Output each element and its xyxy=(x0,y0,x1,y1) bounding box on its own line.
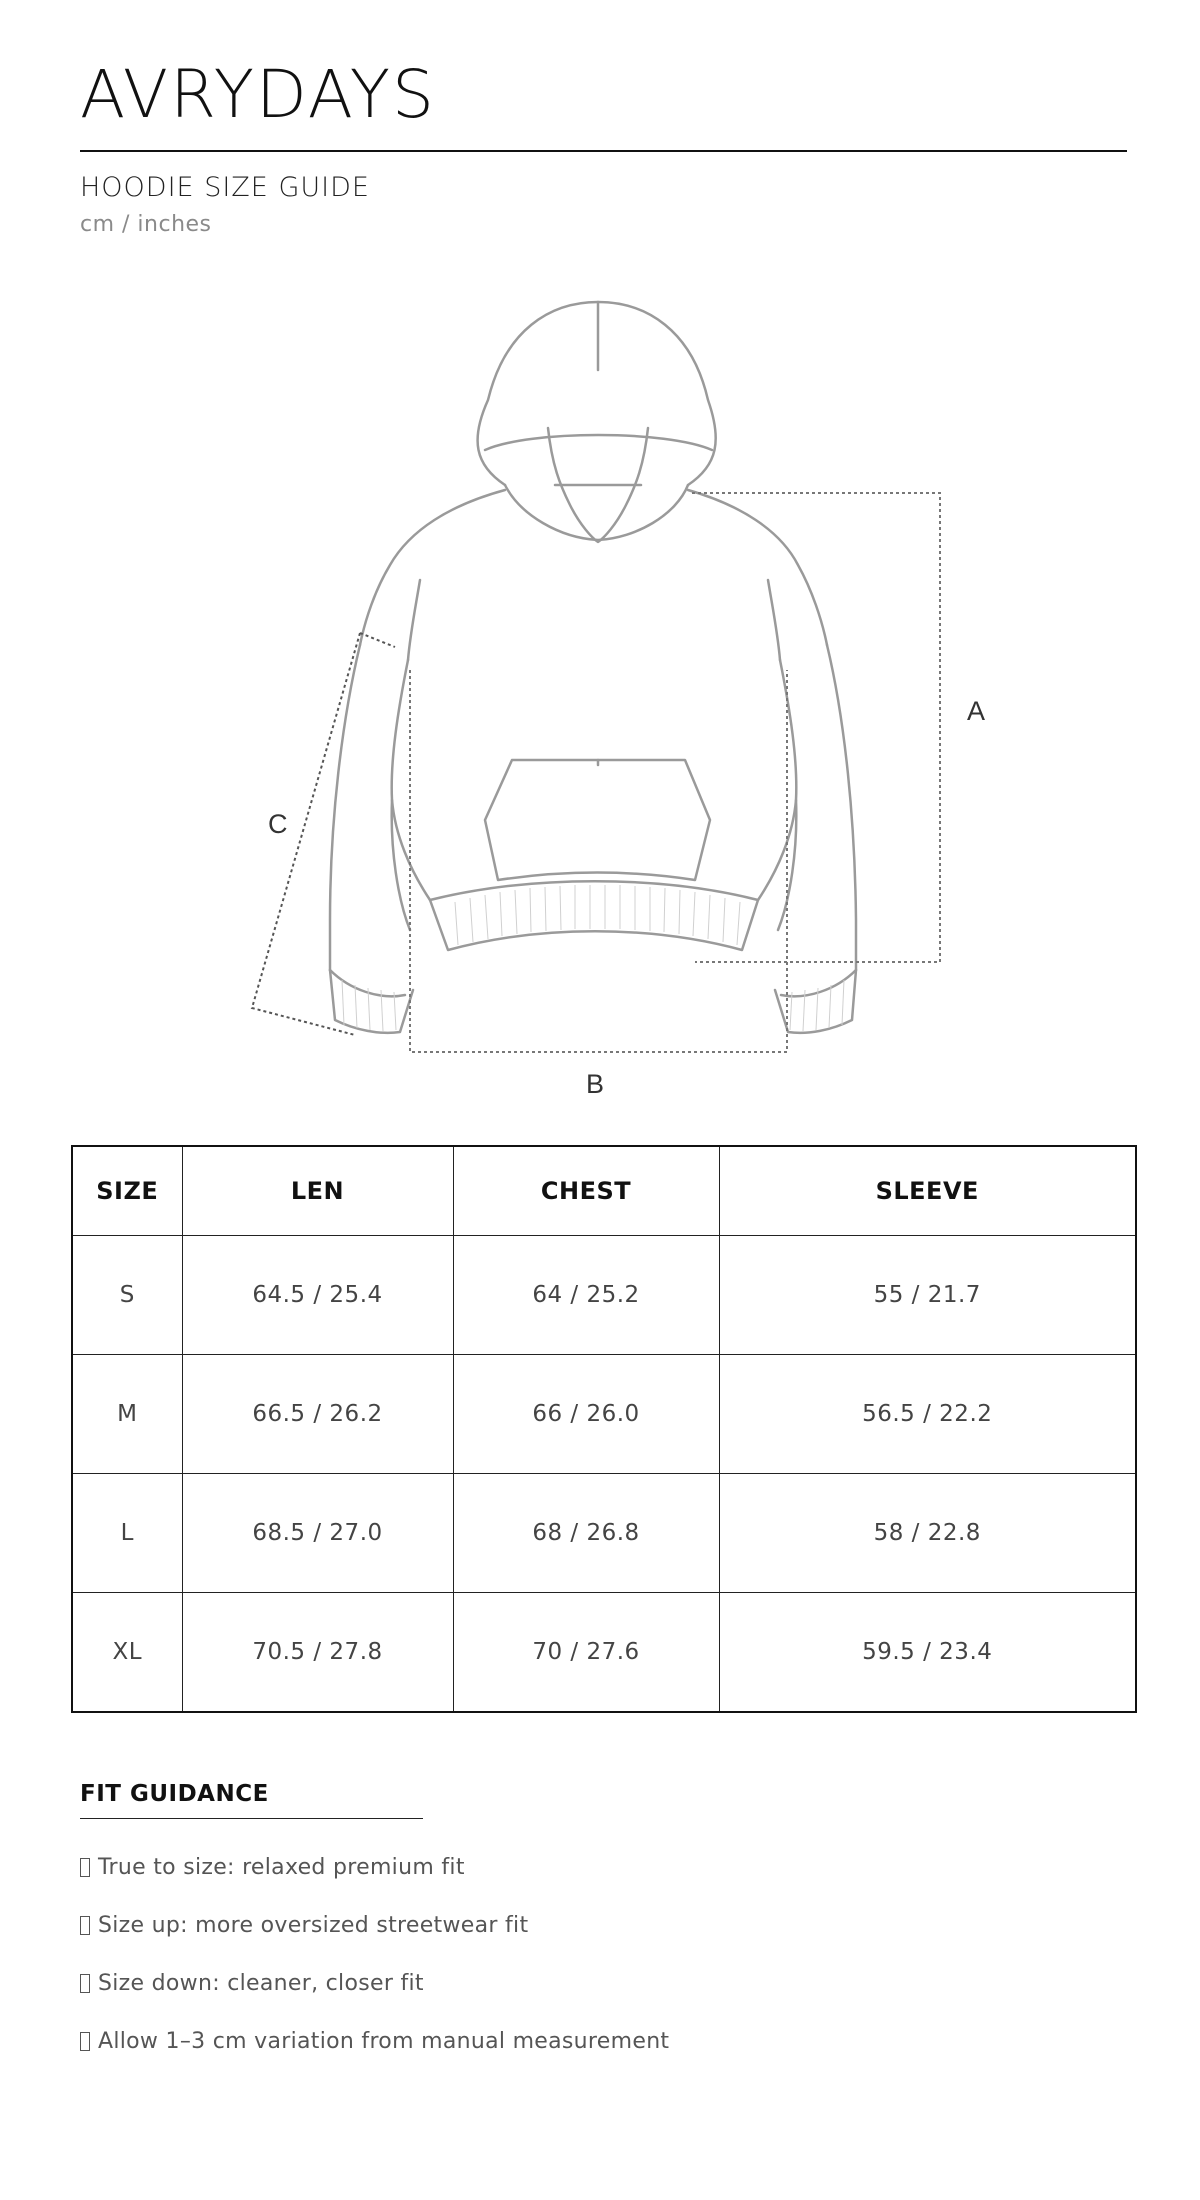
cell-size: XL xyxy=(72,1593,182,1713)
cell-length: 66.5 / 26.2 xyxy=(182,1355,453,1474)
checkbox-bullet-icon xyxy=(80,1858,90,1877)
cell-sleeve: 59.5 / 23.4 xyxy=(719,1593,1136,1713)
size-table xyxy=(71,1145,1137,1713)
fit-guidance-divider xyxy=(80,1818,423,1819)
table-row xyxy=(72,1474,1136,1593)
cell-sleeve: 56.5 / 22.2 xyxy=(719,1355,1136,1474)
cell-size: S xyxy=(72,1236,182,1355)
fit-item-text: Allow 1–3 cm variation from manual measurement xyxy=(98,2029,670,2054)
hoodie-sketch-icon xyxy=(330,302,856,1033)
fit-item-text: Size down: cleaner, closer fit xyxy=(98,1971,424,1996)
fit-item-text: Size up: more oversized streetwear fit xyxy=(98,1913,529,1938)
fit-item-text: True to size: relaxed premium fit xyxy=(98,1855,465,1880)
cell-length: 70.5 / 27.8 xyxy=(182,1593,453,1713)
page-title: HOODIE SIZE GUIDE xyxy=(80,172,370,203)
list-item xyxy=(80,1855,669,1913)
header-divider xyxy=(80,150,1127,152)
hoodie-diagram xyxy=(230,290,990,1110)
table-row xyxy=(72,1355,1136,1474)
list-item xyxy=(80,1971,669,2029)
list-item xyxy=(80,2029,669,2087)
label-b: B xyxy=(586,1069,605,1099)
checkbox-bullet-icon xyxy=(80,1916,90,1935)
header-chest: CHEST xyxy=(453,1146,719,1236)
cell-sleeve: 55 / 21.7 xyxy=(719,1236,1136,1355)
checkbox-bullet-icon xyxy=(80,1974,90,1993)
units-note: cm / inches xyxy=(80,212,212,237)
header-size: SIZE xyxy=(72,1146,182,1236)
checkbox-bullet-icon xyxy=(80,2032,90,2051)
table-row xyxy=(72,1593,1136,1713)
label-a: A xyxy=(967,696,986,726)
table-header-row xyxy=(72,1146,1136,1236)
measure-length-guide xyxy=(692,493,940,962)
brand-logo: AVRYDAYS xyxy=(80,56,436,133)
label-c: C xyxy=(268,809,288,839)
cell-length: 68.5 / 27.0 xyxy=(182,1474,453,1593)
cell-length: 64.5 / 25.4 xyxy=(182,1236,453,1355)
fit-guidance-heading: FIT GUIDANCE xyxy=(80,1781,269,1807)
fit-guidance-list xyxy=(80,1855,669,2087)
table-row xyxy=(72,1236,1136,1355)
cell-sleeve: 58 / 22.8 xyxy=(719,1474,1136,1593)
cell-size: L xyxy=(72,1474,182,1593)
cell-chest: 64 / 25.2 xyxy=(453,1236,719,1355)
cell-chest: 68 / 26.8 xyxy=(453,1474,719,1593)
cell-size: M xyxy=(72,1355,182,1474)
cell-chest: 70 / 27.6 xyxy=(453,1593,719,1713)
list-item xyxy=(80,1913,669,1971)
measure-chest-guide xyxy=(410,670,787,1052)
header-sleeve: SLEEVE xyxy=(719,1146,1136,1236)
header-length: LEN xyxy=(182,1146,453,1236)
cell-chest: 66 / 26.0 xyxy=(453,1355,719,1474)
ribbing-pattern xyxy=(342,885,844,1031)
